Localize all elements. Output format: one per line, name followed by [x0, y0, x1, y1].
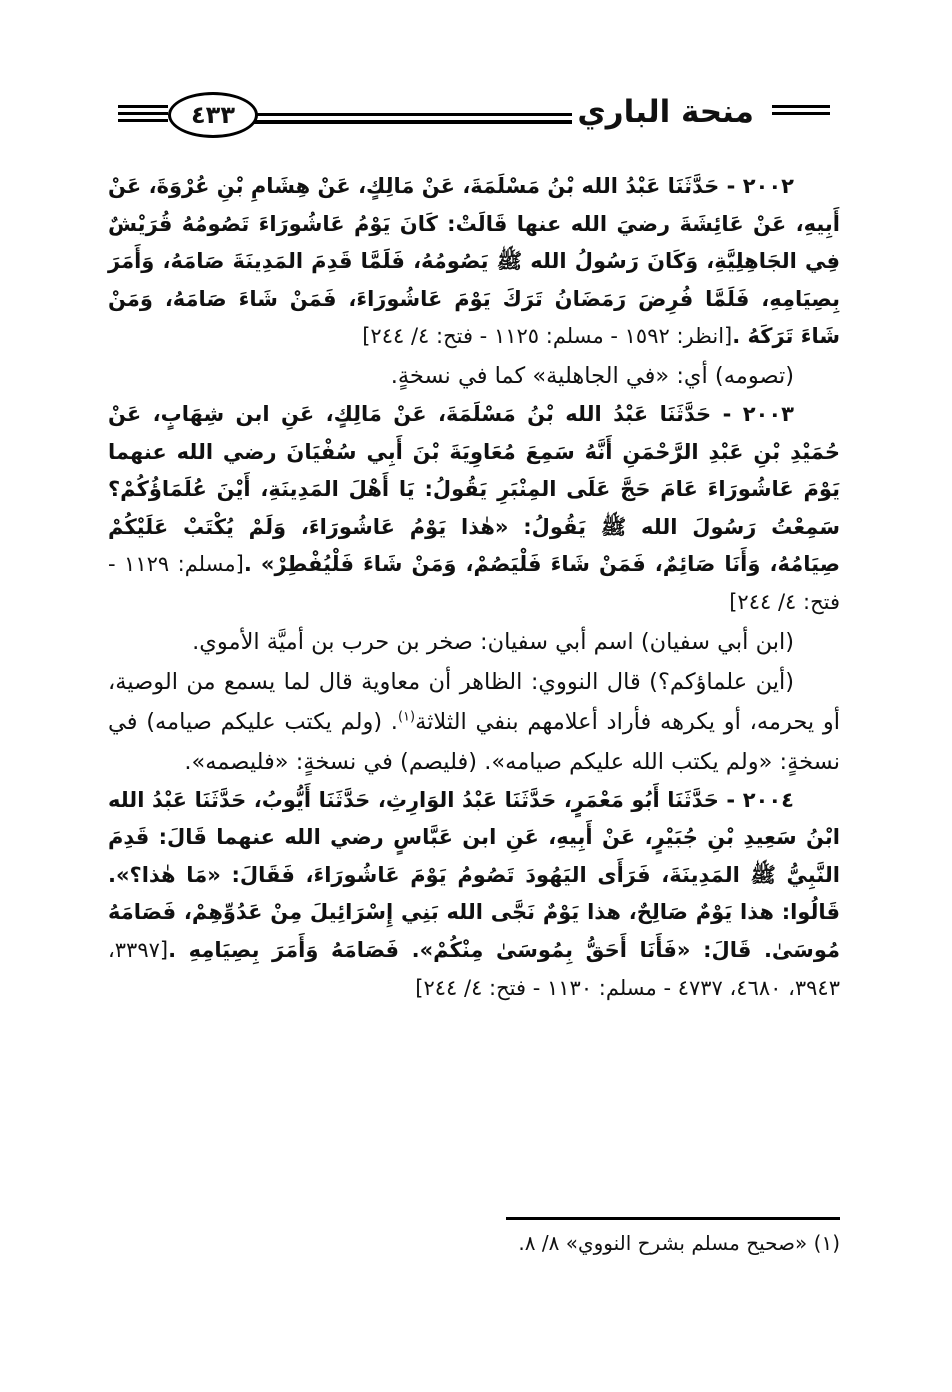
hadith-2003 — [108, 396, 840, 622]
hadith-reference: [انظر: ١٥٩٢ - مسلم: ١١٢٥ - فتح: ٤/ ٢٤٤] — [362, 324, 733, 349]
commentary-paragraph — [108, 662, 840, 782]
header-ornament-right — [772, 105, 830, 119]
commentary-text: . (ولم يكتب عليكم صيامه) في نسخةٍ: «ولم يكتب الله عليكم صيامه». (فليصم) في نسخةٍ: «فليصمه». — [108, 708, 840, 775]
hadith-text: ٢٠٠٣ - حَدَّثَنَا عَبْدُ الله بْنُ مَسْلَمَةَ، عَنْ مَالِكٍ، عَنِ ابن شِهَابٍ، عَنْ حُمَيْدِ بْنِ عَبْدِ الرَّحْمَنِ أَنَّهُ سَمِعَ مُعَاوِيَةَ بْنَ أَبِي سُفْيَانَ رضي الله عنهما يَوْمَ عَاشُورَاءَ عَامَ حَجَّ عَلَى المِنْبَرِ يَقُولُ: يَا أَهْلَ المَدِينَةِ، أَيْنَ عُلَمَاؤُكُمْ؟ سَمِعْتُ رَسُولَ الله ﷺ يَقُولُ: «هٰذا يَوْمُ عَاشُورَاءَ، وَلَمْ يُكْتَبْ عَلَيْكُمْ صِيَامُهُ، وَأَنَا صَائِمٌ، فَمَنْ شَاءَ فَلْيَصُمْ، وَمَنْ شَاءَ فَلْيُفْطِرْ» . — [108, 401, 840, 577]
hadith-reference: [مسلم: ١١٢٩ - فتح: ٤/ ٢٤٤] — [108, 552, 840, 614]
footnote-separator — [506, 1217, 840, 1220]
hadith-text: ٢٠٠٤ - حَدَّثَنَا أَبُو مَعْمَرٍ، حَدَّثَنَا عَبْدُ الوَارِثِ، حَدَّثَنَا أَيُّوبُ، حَدَّثَنَا عَبْدُ الله ابْنُ سَعِيدِ بْنِ جُبَيْرٍ، عَنْ أَبِيهِ، عَنِ ابن عَبَّاسٍ رضي الله عنهما قَالَ: قَدِمَ النَّبِيُّ ﷺ المَدِينَةَ، فَرَأَى اليَهُودَ تَصُومُ يَوْمَ عَاشُورَاءَ، فَقَالَ: «مَا هٰذا؟». قَالُوا: هذا يَوْمٌ صَالِحٌ، هذا يَوْمٌ نَجَّى الله بَنِي إِسْرَائِيلَ مِنْ عَدُوِّهِمْ، فَصَامَهُ مُوسَىٰ. قَالَ: «فَأَنَا أَحَقُّ بِمُوسَىٰ مِنْكُمْ». فَصَامَهُ وَأَمَرَ بِصِيَامِهِ . — [108, 787, 840, 962]
hadith-reference: [٣٣٩٧، ٣٩٤٣، ٤٦٨٠، ٤٧٣٧ - مسلم: ١١٣٠ - فتح: ٤/ ٢٤٤] — [108, 937, 840, 1000]
footnote: (١) «صحيح مسلم بشرح النووي» ٨/ ٨. — [518, 1231, 840, 1255]
header-ornament-left — [118, 105, 168, 126]
page-header — [118, 88, 830, 150]
commentary-text: (أين علماؤكم؟) قال النووي: الظاهر أن معاوية قال لما يسمع من الوصية، أو يحرمه، أو يكرهه فأراد أعلامهم بنفي الثلاثة — [108, 668, 840, 735]
footnote-marker: (١) — [397, 709, 416, 725]
page-number-badge — [168, 92, 258, 138]
book-title: منحة الباري — [577, 94, 754, 130]
hadith-2004 — [108, 782, 840, 1008]
header-rule — [253, 113, 572, 128]
hadith-text: ٢٠٠٢ - حَدَّثَنَا عَبْدُ الله بْنُ مَسْلَمَةَ، عَنْ مَالِكٍ، عَنْ هِشَامِ بْنِ عُرْوَةَ، عَنْ أَبِيهِ، عَنْ عَائِشَةَ رضيَ الله عنها قَالَتْ: كَانَ يَوْمُ عَاشُورَاءَ تَصُومُهُ قُرَيْشٌ فِي الجَاهِلِيَّةِ، وَكَانَ رَسُولُ الله ﷺ يَصُومُهُ، فَلَمَّا قَدِمَ المَدِينَةَ صَامَهُ، وَأَمَرَ بِصِيَامِهِ، فَلَمَّا فُرِضَ رَمَضَانُ تَرَكَ يَوْمَ عَاشُورَاءَ، فَمَنْ شَاءَ صَامَهُ، وَمَنْ شَاءَ تَرَكَهُ . — [108, 174, 840, 349]
hadith-2002 — [108, 168, 840, 356]
commentary-paragraph: (تصومه) أي: «في الجاهلية» كما في نسخةٍ. — [390, 362, 794, 389]
commentary-paragraph: (ابن أبي سفيان) اسم أبي سفيان: صخر بن حرب بن أميَّة الأموي. — [192, 628, 794, 655]
page-number: ٤٣٣ — [191, 101, 235, 129]
page-body — [108, 168, 840, 1007]
